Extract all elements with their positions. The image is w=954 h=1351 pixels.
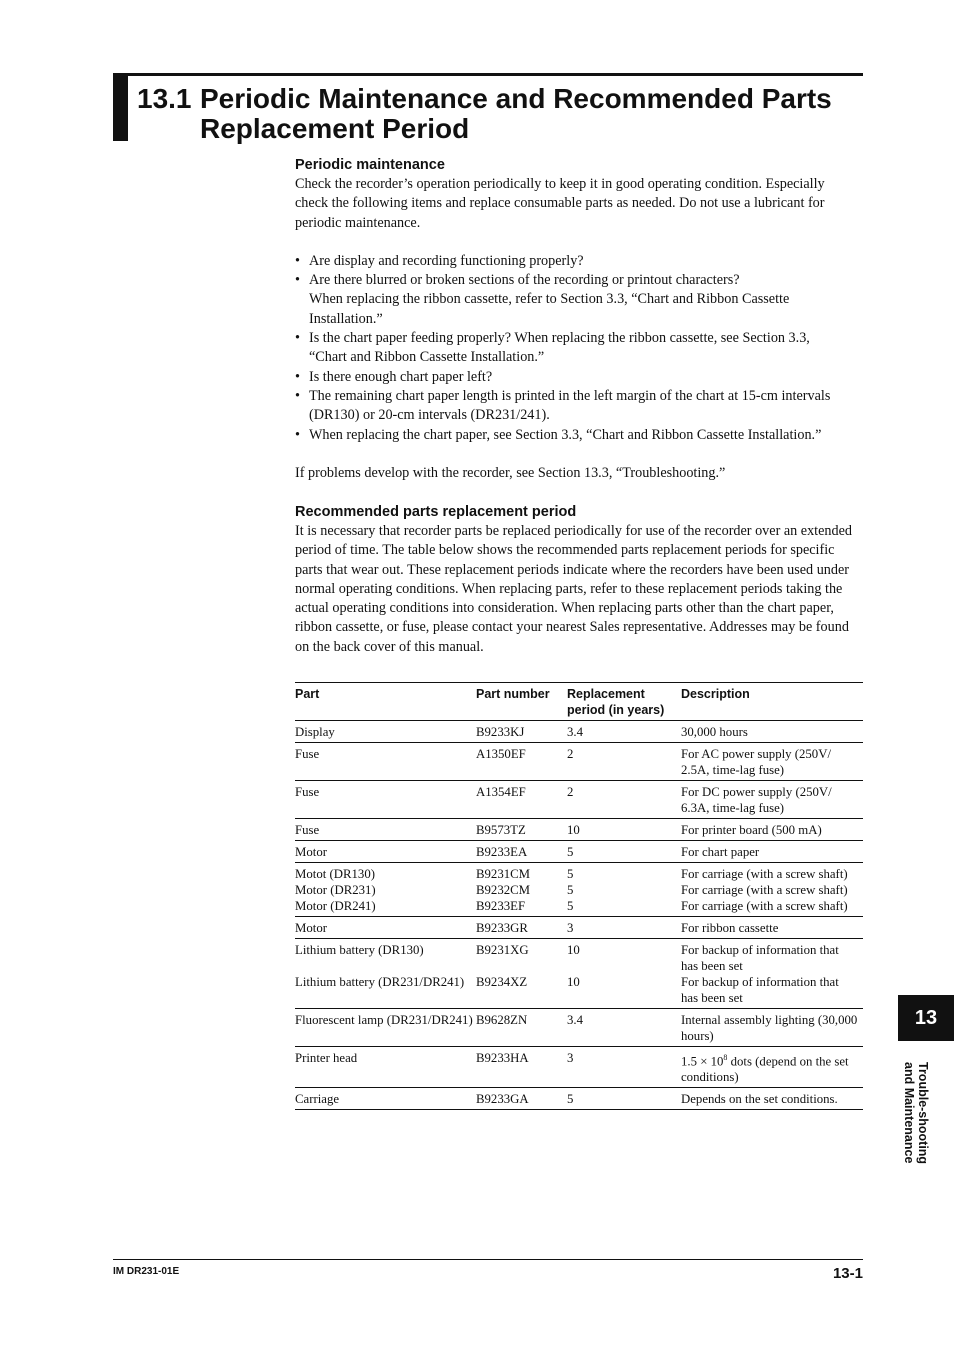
parts-table [295, 682, 863, 1110]
cell-line: has been set [681, 991, 743, 1005]
cell-line: For backup of information that [681, 975, 839, 989]
cell-part-number [476, 819, 567, 841]
checklist [295, 252, 863, 445]
cell-line: 5 [567, 867, 574, 881]
cell-line: B9232CM [476, 883, 531, 897]
periodic-section [295, 155, 863, 483]
body-line: normal operating conditions. When replacing parts, refer to these replacement periods taking the [295, 580, 843, 597]
table-body [295, 721, 863, 1110]
table-row [295, 1088, 863, 1110]
body-line: ribbon cassette, or fuse, please contact your nearest Sales representative. Addresses may be found [295, 619, 849, 636]
cell-line [295, 958, 476, 974]
list-item-line: Are display and recording functioning properly? [309, 252, 584, 269]
cell-part-number [476, 743, 567, 781]
cell-part [295, 743, 476, 781]
cell-line: A1354EF [476, 785, 526, 799]
cell-period [567, 863, 681, 917]
bullet-icon: • [295, 368, 300, 385]
cell-line: B9573TZ [476, 823, 526, 837]
cell-line: 30,000 hours [681, 725, 748, 739]
cell-line: 10 [567, 943, 580, 957]
cell-description [681, 917, 863, 939]
cell-line: 2 [567, 747, 574, 761]
list-item [295, 329, 863, 368]
cell-period [567, 841, 681, 863]
cell-part [295, 841, 476, 863]
cell-description [681, 781, 863, 819]
cell-line: 3.4 [567, 1013, 583, 1027]
cell-line: 3 [567, 921, 574, 935]
cell-line: 5 [567, 899, 574, 913]
cell-description [681, 819, 863, 841]
section-number: 13.1 [137, 83, 192, 114]
list-item-line: Is the chart paper feeding properly? When replacing the ribbon cassette, see Section 3.3, [309, 330, 810, 347]
footer-rule [113, 1259, 863, 1260]
cell-line: Motor (DR241) [295, 899, 376, 913]
list-item [295, 426, 863, 445]
cell-line: has been set [681, 959, 743, 973]
cell-part-number [476, 1088, 567, 1110]
cell-part [295, 939, 476, 1009]
body-line: actual operating conditions into consideration. When replacing parts other than the chart paper, [295, 600, 834, 617]
bullet-icon: • [295, 387, 300, 404]
cell-line: 3.4 [567, 725, 583, 739]
table-row [295, 1009, 863, 1047]
cell-line: B9233EF [476, 899, 526, 913]
body-line: period of time. The table below shows the recommended parts replacement periods for specific [295, 542, 835, 559]
cell-part [295, 721, 476, 743]
cell-description [681, 1047, 863, 1088]
cell-period [567, 721, 681, 743]
intro-line: Check the recorder’s operation periodically to keep it in good operating condition. Especially [295, 176, 825, 192]
list-item-line: (DR130) or 20-cm intervals (DR231/241). [309, 407, 550, 424]
cell-part [295, 1047, 476, 1088]
cell-line: Motor [295, 921, 327, 935]
cell-line: Printer head [295, 1051, 358, 1065]
cell-period [567, 1009, 681, 1047]
cell-period [567, 1047, 681, 1088]
cell-line: 2 [567, 785, 574, 799]
cell-line: B9233EA [476, 845, 528, 859]
page-number: 13-1 [832, 1265, 863, 1282]
cell-period [567, 819, 681, 841]
cell-part [295, 1088, 476, 1110]
bullet-icon: • [295, 330, 300, 347]
cell-line: B9231XG [476, 943, 529, 957]
top-rule [113, 73, 863, 76]
table-header-row [295, 683, 863, 721]
body-line: parts that wear out. These replacement periods indicate where the recorders have been used under [295, 561, 849, 578]
cell-line [567, 990, 681, 1006]
cell-part-number [476, 841, 567, 863]
table-row [295, 743, 863, 781]
cell-line: Motor (DR231) [295, 883, 376, 897]
cell-line: B9231CM [476, 867, 531, 881]
intro-line: check the following items and replace consumable parts as needed. Do not use a lubricant for [295, 195, 825, 212]
table-row [295, 841, 863, 863]
chapter-tab: 13 [898, 995, 954, 1041]
list-item [295, 252, 863, 271]
page-title [137, 84, 863, 144]
title-line-2: Replacement Period [200, 113, 470, 144]
list-item-line: Is there enough chart paper left? [309, 368, 493, 385]
cell-line: For chart paper [681, 845, 760, 859]
list-item [295, 368, 863, 387]
cell-line: Depends on the set conditions. [681, 1092, 838, 1107]
cell-line: 6.3A, time-lag fuse) [681, 801, 785, 815]
cell-line: For carriage (with a screw shaft) [681, 883, 848, 897]
cell-description [681, 1088, 863, 1110]
cell-line: B9628ZN [476, 1013, 528, 1027]
cell-line: Motor [295, 845, 327, 859]
cell-line: B9233HA [476, 1051, 529, 1065]
cell-description [681, 743, 863, 781]
chapter-label-line-2: and Maintenance [902, 1062, 916, 1164]
cell-line: conditions) [681, 1070, 739, 1085]
body-line: on the back cover of this manual. [295, 638, 484, 655]
cell-line: Carriage [295, 1092, 340, 1107]
cell-line [476, 990, 567, 1006]
cell-line: Fuse [295, 823, 320, 837]
table-row [295, 863, 863, 917]
cell-line: For carriage (with a screw shaft) [681, 899, 848, 913]
cell-line: Display [295, 725, 335, 739]
chapter-label [902, 1062, 930, 1164]
header-description: Description [681, 683, 863, 721]
recommended-section [295, 502, 863, 657]
cell-line: For ribbon cassette [681, 921, 779, 935]
cell-line: For backup of information that [681, 943, 839, 957]
header-part: Part [295, 683, 476, 721]
cell-part [295, 1009, 476, 1047]
cell-line: B9233KJ [476, 725, 525, 739]
cell-line: 5 [567, 1092, 574, 1107]
periodic-intro [295, 175, 863, 233]
cell-period [567, 939, 681, 1009]
cell-description [681, 841, 863, 863]
cell-description [681, 863, 863, 917]
cell-line: B9233GR [476, 921, 528, 935]
cell-line: Lithium battery (DR231/DR241) [295, 975, 465, 989]
bullet-icon: • [295, 252, 300, 269]
table-row [295, 917, 863, 939]
bullet-icon: • [295, 426, 300, 443]
list-item-line: When replacing the chart paper, see Section 3.3, “Chart and Ribbon Cassette Installation.” [309, 426, 822, 443]
cell-part [295, 781, 476, 819]
cell-line: 10 [567, 823, 580, 837]
cell-line [476, 958, 567, 974]
cell-period [567, 781, 681, 819]
cell-part-number [476, 721, 567, 743]
exponent: 8 [723, 1053, 728, 1062]
cell-line: Fuse [295, 785, 320, 799]
cell-line: For printer board (500 mA) [681, 823, 822, 837]
cell-line [681, 1050, 863, 1069]
header-period [567, 683, 681, 721]
cell-part [295, 917, 476, 939]
cell-part [295, 863, 476, 917]
cell-part [295, 819, 476, 841]
table-row [295, 781, 863, 819]
title-bar [113, 76, 128, 141]
cell-line: 5 [567, 845, 574, 859]
header-part-number: Part number [476, 683, 567, 721]
cell-line: B9234XZ [476, 975, 528, 989]
cell-description [681, 939, 863, 1009]
list-item [295, 387, 863, 426]
cell-line: A1350EF [476, 747, 526, 761]
intro-line: periodic maintenance. [295, 214, 421, 231]
header-period-line-2: period (in years) [567, 703, 665, 717]
table-row [295, 721, 863, 743]
cell-period [567, 743, 681, 781]
cell-description [681, 721, 863, 743]
table-row [295, 1047, 863, 1088]
table-row [295, 819, 863, 841]
list-item-line: “Chart and Ribbon Cassette Installation.” [309, 349, 545, 366]
document-id: IM DR231-01E [113, 1266, 180, 1277]
cell-line: For carriage (with a screw shaft) [681, 867, 848, 881]
cell-line: B9233GA [476, 1092, 529, 1107]
recommended-body [295, 522, 863, 657]
cell-part-number [476, 1047, 567, 1088]
cell-line: Internal assembly lighting (30,000 [681, 1013, 858, 1027]
cell-description [681, 1009, 863, 1047]
table-row [295, 939, 863, 1009]
list-item-line: Are there blurred or broken sections of the recording or printout characters? [309, 272, 740, 289]
cell-line: hours) [681, 1029, 714, 1043]
cell-line: 2.5A, time-lag fuse) [681, 763, 785, 777]
list-item-line: When replacing the ribbon cassette, refer to Section 3.3, “Chart and Ribbon Cassette [309, 291, 790, 308]
cell-text: 1.5 × 10 [681, 1054, 724, 1069]
cell-text: dots (depend on the set [730, 1054, 849, 1069]
recommended-heading: Recommended parts replacement period [295, 504, 577, 520]
list-item [295, 271, 863, 329]
chapter-label-line-1: Trouble-shooting [916, 1062, 930, 1165]
cell-part-number [476, 863, 567, 917]
cell-part-number [476, 1009, 567, 1047]
cell-line: Fluorescent lamp (DR231/DR241) [295, 1013, 473, 1027]
periodic-heading: Periodic maintenance [295, 157, 445, 173]
cell-period [567, 917, 681, 939]
cell-part-number [476, 781, 567, 819]
cell-line: Lithium battery (DR130) [295, 943, 424, 957]
cell-line [295, 990, 476, 1006]
cell-line: 5 [567, 883, 574, 897]
cell-part-number [476, 917, 567, 939]
troubleshooting-note: If problems develop with the recorder, see Section 13.3, “Troubleshooting.” [295, 464, 726, 481]
cell-line [567, 958, 681, 974]
list-item-line: The remaining chart paper length is printed in the left margin of the chart at 15-cm intervals [309, 387, 831, 404]
cell-line: Motot (DR130) [295, 867, 375, 881]
title-line-1: Periodic Maintenance and Recommended Parts [200, 83, 832, 114]
cell-line: 10 [567, 975, 580, 989]
header-period-line-1: Replacement [567, 687, 645, 701]
cell-line: For DC power supply (250V/ [681, 785, 832, 799]
body-line: It is necessary that recorder parts be replaced periodically for use of the recorder over an extended [295, 523, 852, 539]
bullet-icon: • [295, 272, 300, 289]
cell-part-number [476, 939, 567, 1009]
cell-line: For AC power supply (250V/ [681, 747, 832, 761]
cell-line: 3 [567, 1051, 574, 1065]
list-item-line: Installation.” [309, 310, 383, 327]
cell-period [567, 1088, 681, 1110]
cell-line: Fuse [295, 747, 320, 761]
